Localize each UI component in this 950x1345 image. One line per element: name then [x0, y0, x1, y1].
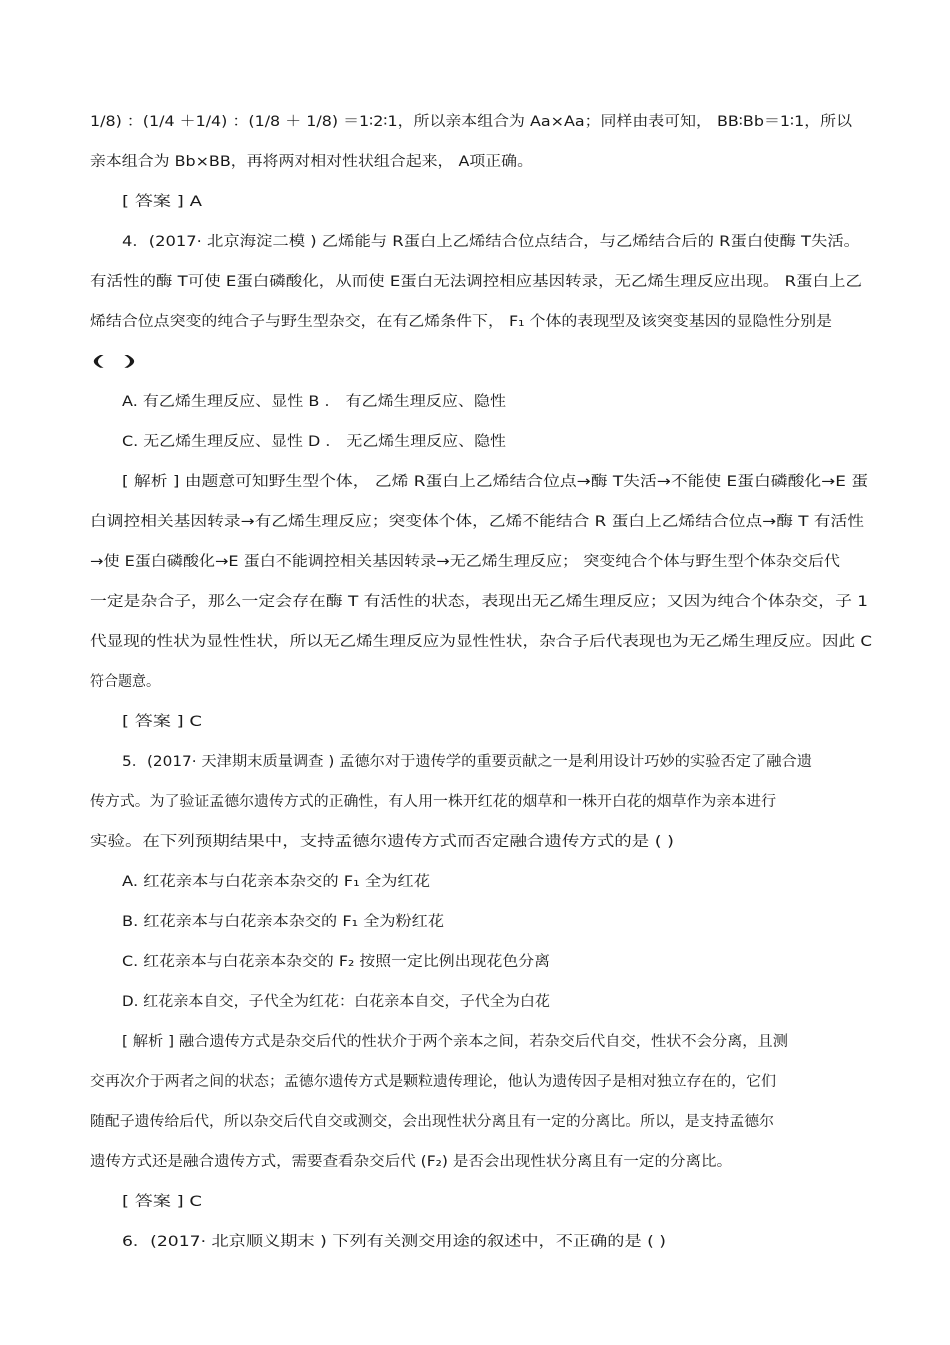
- analysis-4-line-5: 代显现的性状为显性性状，所以无乙烯生理反应为显性性状，杂合子后代表现也为无乙烯生理反应。因此 C: [90, 634, 772, 650]
- analysis-4-line-4: 一定是杂合子，那么一定会存在酶 T 有活性的状态，表现出无乙烯生理反应；又因为纯合个体杂交，子 1: [90, 594, 760, 610]
- option-4-ab: A. 有乙烯生理反应、显性 B ． 有乙烯生理反应、隐性: [122, 394, 470, 410]
- analysis-5-line-2: 交再次介于两者之间的状态；孟德尔遗传方式是颗粒遗传理论，他认为遗传因子是相对独立存在的，它们: [90, 1074, 757, 1090]
- question-5-line-3: 实验。在下列预期结果中，支持孟德尔遗传方式而否定融合遗传方式的是 ( ): [90, 834, 575, 850]
- analysis-4-line-3: →使 E蛋白磷酸化→E 蛋白不能调控相关基因转录→无乙烯生理反应； 突变纯合个体与野生型个体杂交后代: [90, 554, 768, 570]
- answer-label-q4: [ 答案 ] C: [122, 714, 187, 730]
- analysis-5-line-4: 遗传方式还是融合遗传方式，需要查看杂交后代 (F₂) 是否会出现性状分离且有一定的分离比。: [90, 1154, 691, 1170]
- question-5-line-1: 5．(2017· 天津期末质量调查 ) 孟德尔对于遗传学的重要贡献之一是利用设计巧妙的实验否定了融合遗: [122, 754, 778, 770]
- option-5-c: C. 红花亲本与白花亲本杂交的 F₂ 按照一定比例出现花色分离: [122, 954, 513, 970]
- option-4-cd: C. 无乙烯生理反应、显性 D ． 无乙烯生理反应、隐性: [122, 434, 471, 450]
- question-4-line-3: 烯结合位点突变的纯合子与野生型杂交，在有乙烯条件下， F₁ 个体的表现型及该突变基因的显隐性分别是: [90, 314, 766, 330]
- question-4-line-2: 有活性的酶 T可使 E蛋白磷酸化，从而使 E蛋白无法调控相应基因转录，无乙烯生理反应出现。 R蛋白上乙: [90, 274, 770, 290]
- analysis-4-line-1: [ 解析 ] 由题意可知野生型个体， 乙烯 R蛋白上乙烯结合位点→酶 T失活→不能使 E蛋白磷酸化→E 蛋: [122, 474, 766, 490]
- question-6-line-1: 6．(2017· 北京顺义期末 ) 下列有关测交用途的叙述中，不正确的是 ( ): [122, 1234, 581, 1250]
- analysis-4-line-6: 符合题意。: [90, 674, 163, 690]
- answer-label-q5: [ 答案 ] C: [122, 1194, 187, 1210]
- analysis-4-line-2: 白调控相关基因转录→有乙烯生理反应；突变体个体，乙烯不能结合 R 蛋白上乙烯结合位点→酶 T 有活性: [90, 514, 761, 530]
- answer-label-q3: [ 答案 ] A: [122, 194, 187, 210]
- line-1: 1/8) ：(1/4 ＋1/4) ：(1/8 ＋ 1/8) ＝1∶2∶1，所以亲本组合为 Aa×Aa；同样由表可知， BB∶Bb＝1∶1，所以: [90, 114, 785, 130]
- line-2: 亲本组合为 Bb×BB，再将两对相对性状组合起来， A项正确。: [90, 154, 494, 170]
- option-5-b: B. 红花亲本与白花亲本杂交的 F₁ 全为粉红花: [122, 914, 412, 930]
- question-4-line-1: 4．(2017· 北京海淀二模 ) 乙烯能与 R蛋白上乙烯结合位点结合，与乙烯结合后的 R蛋白使酶 T失活。: [122, 234, 778, 250]
- option-5-d: D. 红花亲本自交，子代全为红花：白花亲本自交，子代全为白花: [122, 994, 534, 1010]
- option-5-a: A. 红花亲本与白花亲本杂交的 F₁ 全为红花: [122, 874, 397, 890]
- question-5-line-2: 传方式。为了验证孟德尔遗传方式的正确性，有人用一株开红花的烟草和一株开白花的烟草作为亲本进行: [90, 794, 757, 810]
- analysis-5-line-1: [ 解析 ] 融合遗传方式是杂交后代的性状介于两个亲本之间，若杂交后代自交，性状不会分离，且测: [122, 1034, 757, 1050]
- question-4-bracket: ( ): [90, 354, 138, 370]
- analysis-5-line-3: 随配子遗传给后代，所以杂交后代自交或测交，会出现性状分离且有一定的分离比。所以，是支持孟德尔: [90, 1114, 757, 1130]
